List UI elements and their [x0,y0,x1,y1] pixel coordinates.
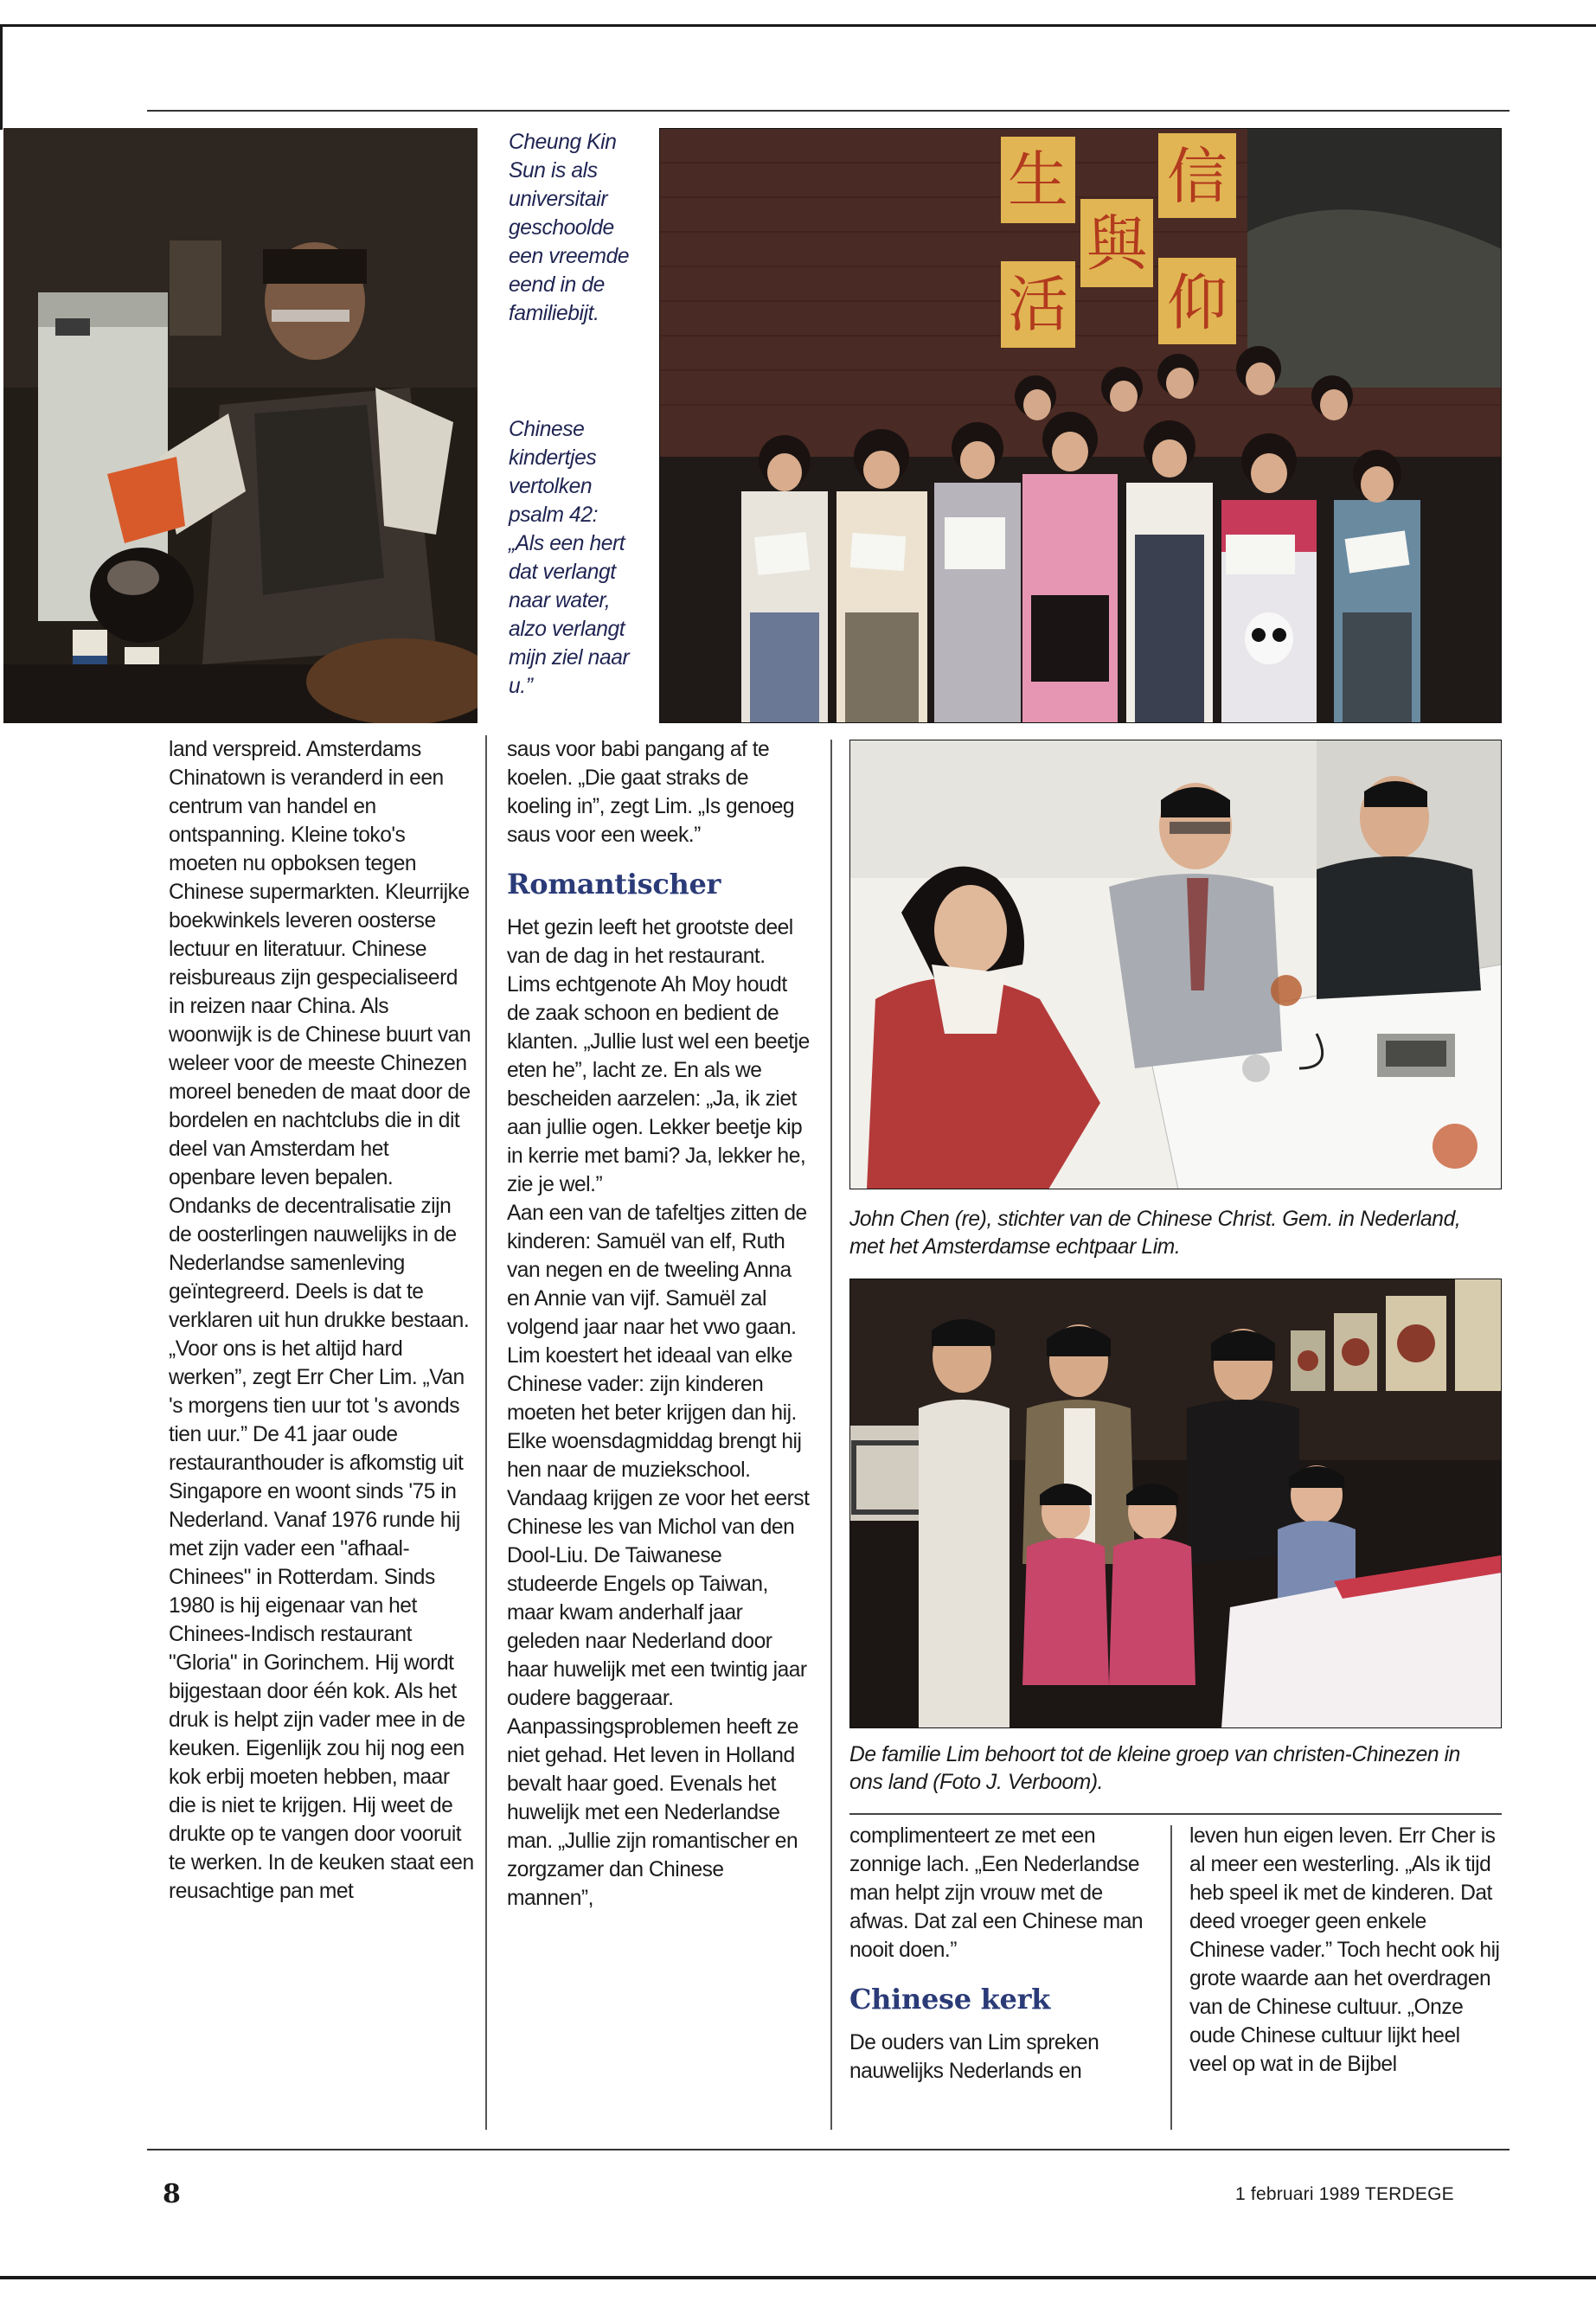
caption-bottom-rule [849,1813,1502,1815]
col2-paragraph-2: Aan een van de tafeltjes zitten de kinderen: Samuël van elf, Ruth van negen en de tweeling Anna en Annie van vijf. Samuël zal volgend jaar naar het vwo gaan. Lim koestert het ideaal van elke Chinese vader: zijn kinderen moeten het beter krijgen dan hij. [507,1202,807,1425]
col4-paragraph: leven hun eigen leven. Err Cher is al meer een westerling. „Als ik tijd heb speel ik met de kinderen. Dat deed vroeger geen enkele Chinese vader.” Toch hecht ook hij grote waarde aan het overdragen van de Chinese cultuur. „Onze oude Chinese cultuur lijkt heel veel op wat in de Bijbel [1189,1824,1500,2076]
col1-paragraph-2: Ondanks de decentralisatie zijn de oosterlingen nauwelijks in de Nederlandse samenleving geïntegreerd. Deels is dat te verklaren uit hun drukke bestaan. „Voor ons is het altijd hard werken”, zegt Err Cher Lim. „Van 's morgens tien uur tot 's avonds tien uur.” De 41 jaar oude restauranthouder is afkomstig uit Singapore en woont sinds '75 in Nederland. Vanaf 1976 runde hij met zijn vader een "afhaal-Chinees" in Rotterdam. Sinds 1980 is hij eigenaar van het Chinees-Indisch restaurant "Gloria" in Gorinchem. Hij wordt bijgestaan door één kok. Als het druk is helpt zijn vader mee in de keuken. Eigenlijk zou hij nog een kok erbij moeten hebben, maar die is niet te krijgen. Hij weet de drukte op te vangen door vooruit te werken. In de keuken staat een reusachtige pan met [169,1195,474,1903]
article-column-3 [849,1822,1156,2086]
photo-children-choir [659,128,1502,723]
article-column-1 [169,735,475,1906]
photo-chen-and-lim-couple [849,740,1502,1189]
article-column-4 [1189,1822,1501,2079]
column-divider-2 [830,740,832,2130]
col2-paragraph-3: Elke woensdagmiddag brengt hij hen naar de muziekschool. Vandaag krijgen ze voor het eerst Chinese les van Michol van den Dool-Liu. De Taiwanese studeerde Engels op Taiwan, maar kwam anderhalf jaar geleden naar Nederland door haar huwelijk met een twintig jaar oudere baggeraar. Aanpassingsproblemen heeft ze niet gehad. Het leven in Holland bevalt haar goed. Evenals het huwelijk met een Nederlandse man. „Jullie zijn romantischer en zorgzamer dan Chinese mannen”, [507,1430,810,1910]
col2-paragraph-1: Het gezin leeft het grootste deel van de dag in het restaurant. Lims echtgenote Ah Moy houdt de zaak schoon en bedient de klanten. „Jullie lust wel een beetje eten he”, lacht ze. En als we bescheiden aarzelen: „Ja, ik ziet aan jullie ogen. Lekker beetje kip in kerrie met bami? Ja, lekker he, zie je wel.” [507,916,810,1196]
chinese-sign-yu: 與 [1086,208,1147,279]
chinese-sign-xin: 信 [1167,141,1227,212]
caption-psalm-42: Chinese kindertjes vertolken psalm 42: „Als een hert dat verlangt naar water, alzo verlangt mijn ziel naar u.” [509,418,630,698]
col3-paragraph: De ouders van Lim spreken nauwelijks Nederlands en [849,2031,1099,2083]
photo-cheung-pouring-tea [3,128,478,723]
chinese-sign-yang: 仰 [1167,267,1227,338]
column-divider-1 [485,735,487,2130]
chinese-sign-sheng: 生 [1008,144,1068,215]
subheading-romantischer: Romantischer [507,868,721,901]
footer-rule [147,2149,1509,2150]
column-divider-3 [1170,1825,1172,2130]
left-border-line [0,24,3,130]
page-number: 8 [163,2179,181,2209]
caption-family-lim: De familie Lim behoort tot de kleine groep van christen-Chinezen in ons land (Foto J. Verboom). [849,1743,1460,1794]
subheading-chinese-kerk: Chinese kerk [849,1983,1050,2016]
chinese-sign-huo: 活 [1008,269,1068,340]
photo-family-lim [849,1279,1502,1728]
article-column-2 [507,735,813,1913]
bottom-border-line [0,2276,1596,2279]
caption-cheung: Cheung Kin Sun is als universitair geschoolde een vreemde eend in de familiebijt. [509,131,630,325]
header-rule [147,110,1509,112]
caption-john-chen: John Chen (re), stichter van de Chinese Christ. Gem. in Nederland, met het Amsterdamse echtpaar Lim. [849,1208,1461,1259]
top-border-line [0,24,1596,27]
col2-intro: saus voor babi pangang af te koelen. „Die gaat straks de koeling in”, zegt Lim. „Is genoeg saus voor een week.” [507,738,795,847]
issue-date: 1 februari 1989 TERDEGE [1235,2184,1454,2204]
col1-paragraph-1: land verspreid. Amsterdams Chinatown is veranderd in een centrum van handel en ontspanning. Kleine toko's moeten nu opboksen tegen Chinese supermarkten. Kleurrijke boekwinkels leveren oosterse lectuur en literatuur. Chinese reisbureaus zijn gespecialiseerd in reizen naar China. Als woonwijk is de Chinese buurt van weleer voor de meeste Chinezen moreel beneden de maat door de bordelen en nachtclubs die in dit deel van Amsterdam het openbare leven bepalen. [169,738,471,1189]
col3-intro: complimenteert ze met een zonnige lach. „Een Nederlandse man helpt zijn vrouw met de afwas. Dat zal een Chinese man nooit doen.” [849,1824,1144,1962]
